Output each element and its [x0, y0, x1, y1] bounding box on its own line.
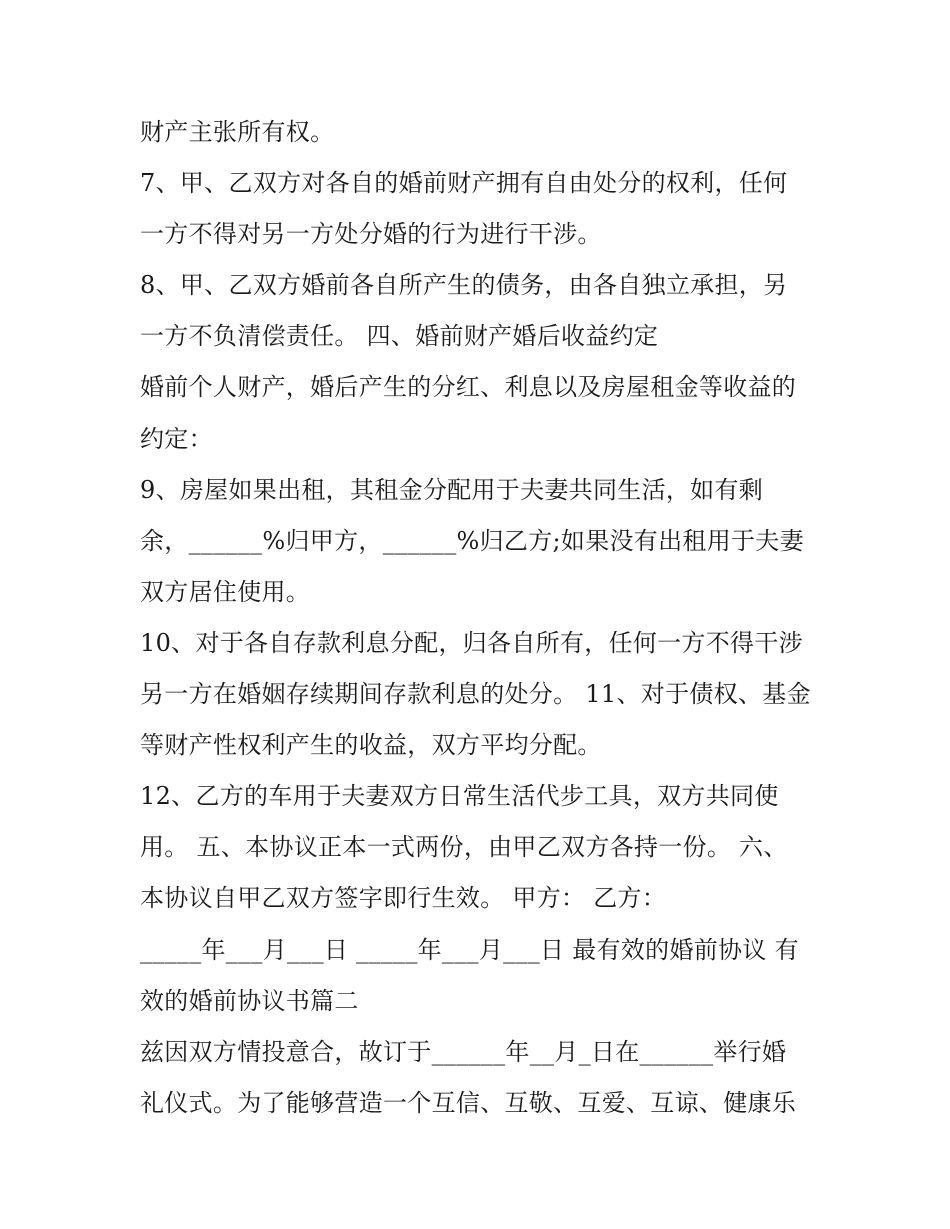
text-line: 12、乙方的车用于夫妻双方日常生活代步工具，双方共同使	[140, 782, 779, 811]
text-line: 效的婚前协议书篇二	[140, 986, 359, 1015]
text-line: 一方不得对另一方处分婚的行为进行干涉。	[140, 220, 602, 249]
text-line: _____年___月___日 _____年___月___日 最有效的婚前协议 有	[140, 935, 799, 964]
text-line: 等财产性权利产生的收益，双方平均分配。	[140, 731, 602, 760]
text-line: 一方不负清偿责任。 四、婚前财产婚后收益约定	[140, 322, 659, 351]
text-line: 财产主张所有权。	[140, 118, 335, 146]
text-line: 双方居住使用。	[140, 577, 311, 606]
text-line: 10、对于各自存款利息分配，归各自所有，任何一方不得干涉	[140, 628, 803, 657]
text-line: 9、房屋如果出租，其租金分配用于夫妻共同生活，如有剩	[140, 475, 764, 504]
document-body	[140, 107, 830, 1129]
text-line: 余，______%归甲方，______%归乙方;如果没有出租用于夫妻	[140, 526, 804, 555]
text-line: 7、甲、乙双方对各自的婚前财产拥有自由处分的权利，任何	[140, 169, 788, 198]
text-line: 约定：	[140, 424, 213, 453]
text-line: 婚前个人财产，婚后产生的分红、利息以及房屋租金等收益的	[140, 373, 797, 402]
text-line: 礼仪式。为了能够营造一个互信、互敬、互爱、互谅、健康乐	[140, 1088, 797, 1117]
text-line: 另一方在婚姻存续期间存款利息的处分。 11、对于债权、基金	[140, 680, 811, 709]
text-line: 用。 五、本协议正本一式两份，由甲乙双方各持一份。 六、	[140, 833, 788, 862]
text-line: 8、甲、乙双方婚前各自所产生的债务，由各自独立承担，另	[140, 271, 788, 300]
text-line: 兹因双方情投意合，故订于______年__月_日在______举行婚	[140, 1037, 787, 1066]
text-line: 本协议自甲乙双方签字即行生效。 甲方： 乙方：	[140, 884, 667, 913]
